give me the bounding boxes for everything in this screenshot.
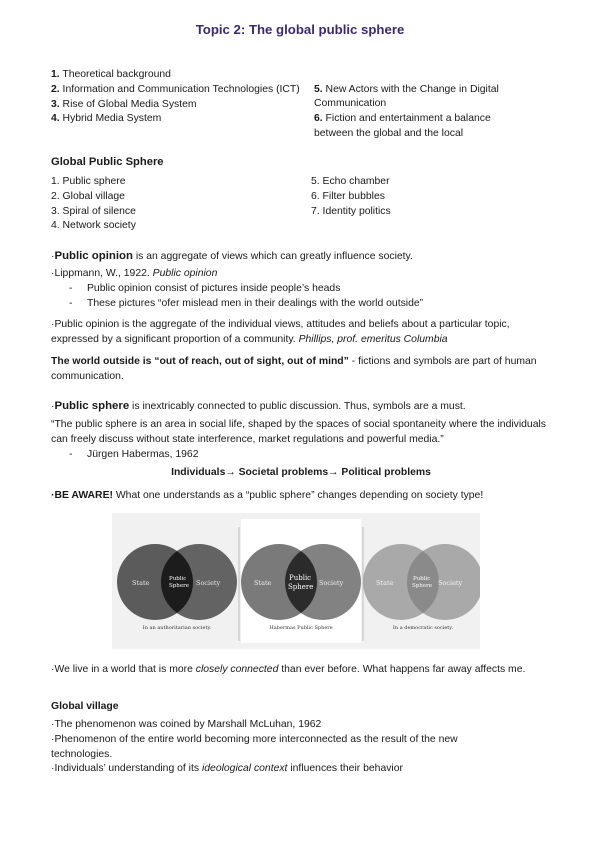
venn-label-public: Public <box>413 576 431 582</box>
venn-label-society: Society <box>196 579 221 587</box>
venn-democratic <box>363 544 480 631</box>
venn-label-public: Public <box>169 576 187 582</box>
toc-item: 5. New Actors with the Change in Digital Communication <box>314 83 499 110</box>
public-opinion-aggregate: ·Public opinion is the aggregate of the individual views, attitudes and beliefs about a particular topic, expressed by a significant proportion of a community. Phillips, prof. emeritus Columbia <box>51 319 510 345</box>
gps-left-column <box>51 175 311 234</box>
venn-habermas <box>241 519 361 643</box>
public-opinion-definition: ·Public opinion is an aggregate of views which can greatly influence society. <box>51 250 413 262</box>
be-aware-note: ·BE AWARE! What one understands as a “public sphere” changes depending on society type! <box>51 490 484 501</box>
venn-caption: In a democratic society. <box>392 625 454 631</box>
section-heading-global-public-sphere: Global Public Sphere <box>51 156 164 168</box>
venn-authoritarian <box>117 544 237 631</box>
toc-item: 1. Theoretical background <box>51 69 171 80</box>
list-item: 1. Public sphere <box>51 176 126 187</box>
venn-diagrams <box>112 513 480 649</box>
gps-list <box>51 175 571 234</box>
quote-author: - Jürgen Habermas, 1962 <box>51 448 551 463</box>
habermas-quote: “The public sphere is an area in social life, shaped by the spaces of social spontaneity where the individuals can freely discuss without state interference, market regulations and powerful media.” - Jürgen Habermas, 1962 <box>51 418 551 462</box>
list-item: ·The phenomenon was coined by Marshall McLuhan, 1962 <box>51 719 322 730</box>
gps-right-column <box>311 175 571 234</box>
venn-caption: In an authoritarian society. <box>142 625 212 631</box>
toc <box>51 68 571 142</box>
list-item: - Public opinion consist of pictures inside people’s heads <box>51 282 551 297</box>
toc-item: 4. Hybrid Media System <box>51 113 162 125</box>
list-item: 5. Echo chamber <box>311 176 390 187</box>
list-item: 3. Spiral of silence <box>51 205 136 217</box>
toc-item: 2. Information and Communication Technologies (ICT) <box>51 83 300 95</box>
problem-flow: Individuals→ Societal problems→ Political problems <box>171 467 431 478</box>
lippmann-points <box>51 282 551 312</box>
toc-right-column <box>314 68 514 142</box>
toc-left-column <box>51 68 314 142</box>
page-title: Topic 2: The global public sphere <box>195 22 405 37</box>
public-sphere-definition: ·Public sphere is inextricably connected to public discussion. Thus, symbols are a must. <box>51 400 466 412</box>
venn-label-sphere: Sphere <box>288 583 314 591</box>
list-item: ·Phenomenon of the entire world becoming more interconnected as the result of the new technologies. <box>51 733 458 760</box>
venn-caption: Habermas Public Sphere <box>269 625 333 631</box>
venn-label-state: State <box>376 579 394 587</box>
list-item: 6. Filter bubbles <box>311 190 385 202</box>
venn-label-sphere: Sphere <box>412 583 432 589</box>
list-item: 4. Network society <box>51 220 136 232</box>
list-item: 7. Identity politics <box>311 205 391 217</box>
venn-label-sphere: Sphere <box>169 583 189 589</box>
venn-label-state: State <box>132 579 150 587</box>
global-village-notes <box>51 718 491 777</box>
closely-connected-note: ·We live in a world that is more closely connected than ever before. What happens far away affects me. <box>51 664 526 675</box>
venn-label-public: Public <box>289 574 312 582</box>
section-heading-global-village: Global village <box>51 701 119 712</box>
list-item: 2. Global village <box>51 190 125 202</box>
public-sphere-venn-figure <box>112 513 480 649</box>
world-outside-statement: The world outside is “out of reach, out of sight, out of mind” - fictions and symbols are part of human communication. <box>51 356 537 382</box>
venn-label-society: Society <box>319 579 344 587</box>
toc-item: 3. Rise of Global Media System <box>51 98 197 110</box>
venn-label-state: State <box>254 579 272 587</box>
venn-label-society: Society <box>438 579 463 587</box>
toc-item: 6. Fiction and entertainment a balance between the global and the local <box>314 113 491 139</box>
lippmann-citation: ·Lippmann, W., 1922. Public opinion - Public opinion consist of pictures inside people’s heads - These pictures “ofer mislead men in their dealings with the world outside” <box>51 267 551 311</box>
list-item: - These pictures “ofer mislead men in their dealings with the world outside” <box>51 297 551 312</box>
list-item: ·Individuals’ understanding of its ideological context influences their behavior <box>51 763 403 775</box>
